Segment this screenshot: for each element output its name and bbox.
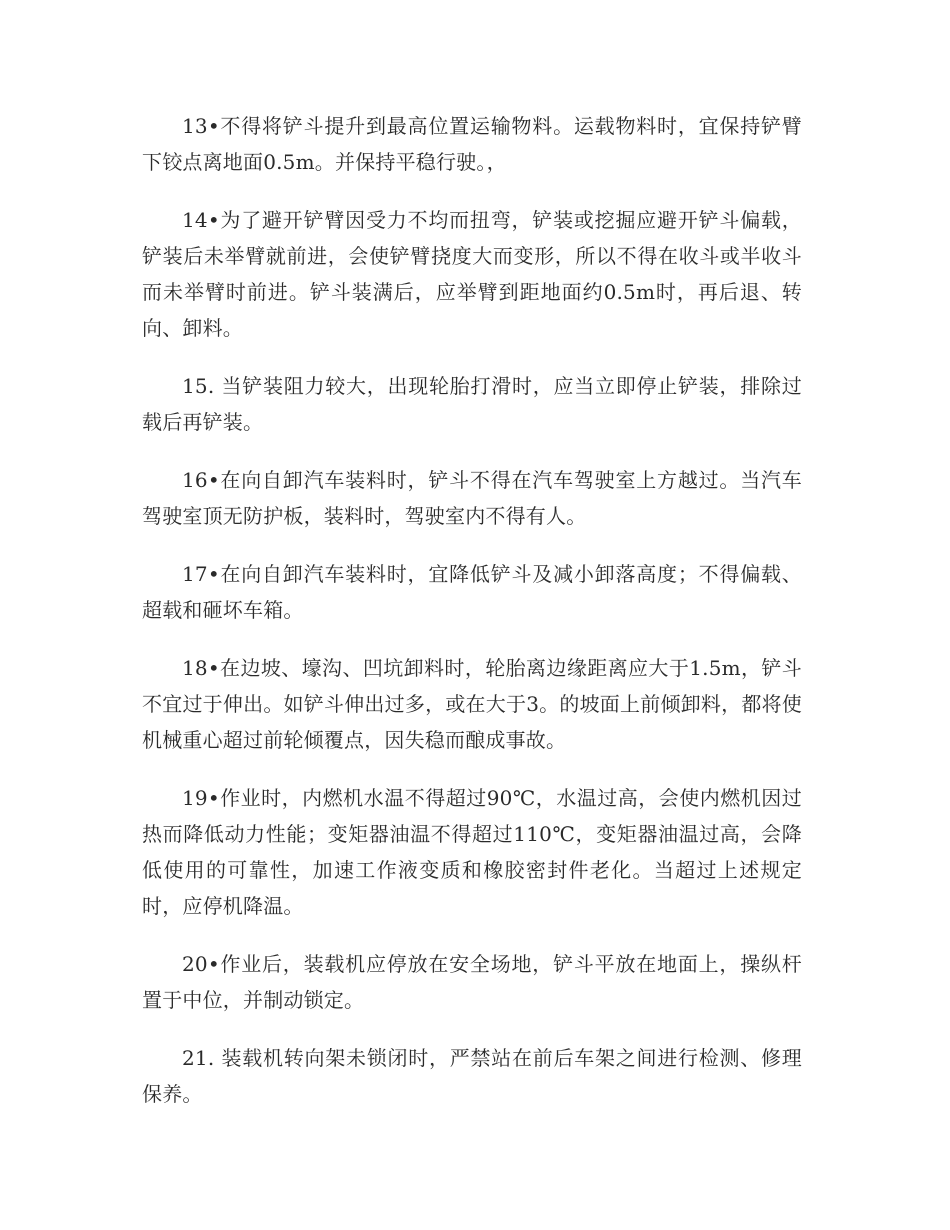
paragraph-18: 18•在边坡、壕沟、凹坑卸料时，轮胎离边缘距离应大于1.5m，铲斗不宜过于伸出。如铲斗伸出过多，或在大于3。的坡面上前倾卸料，都将使机械重心超过前轮倾覆点，因失稳而酿成事故。 — [142, 656, 802, 752]
paragraph-17: 17•在向自卸汽车装料时，宜降低铲斗及减小卸落高度；不得偏载、超载和砸坏车箱。 — [142, 562, 802, 622]
paragraph-20: 20•作业后，装载机应停放在安全场地，铲斗平放在地面上，操纵杆置于中位，并制动锁定。 — [142, 952, 802, 1012]
document-body — [142, 108, 802, 1134]
paragraph-14: 14•为了避开铲臂因受力不均而扭弯，铲装或挖掘应避开铲斗偏载，铲装后未举臂就前进，会使铲臂挠度大而变形，所以不得在收斗或半收斗而未举臂时前进。铲斗装满后，应举臂到距地面约0.5m时，再后退、转向、卸料。 — [142, 208, 802, 340]
paragraph-19: 19•作业时，内燃机水温不得超过90℃，水温过高，会使内燃机因过热而降低动力性能；变矩器油温不得超过110℃，变矩器油温过高，会降低使用的可靠性，加速工作液变质和橡胶密封件老化。当超过上述规定时，应停机降温。 — [142, 786, 802, 918]
paragraph-13: 13•不得将铲斗提升到最高位置运输物料。运载物料时，宜保持铲臂下铰点离地面0.5m。并保持平稳行驶。， — [142, 114, 802, 174]
paragraph-16: 16•在向自卸汽车装料时，铲斗不得在汽车驾驶室上方越过。当汽车驾驶室顶无防护板，装料时，驾驶室内不得有人。 — [142, 468, 802, 528]
paragraph-15: 15. 当铲装阻力较大，出现轮胎打滑时，应当立即停止铲装，排除过载后再铲装。 — [142, 374, 802, 434]
paragraph-21: 21. 装载机转向架未锁闭时，严禁站在前后车架之间进行检测、修理保养。 — [142, 1046, 802, 1106]
